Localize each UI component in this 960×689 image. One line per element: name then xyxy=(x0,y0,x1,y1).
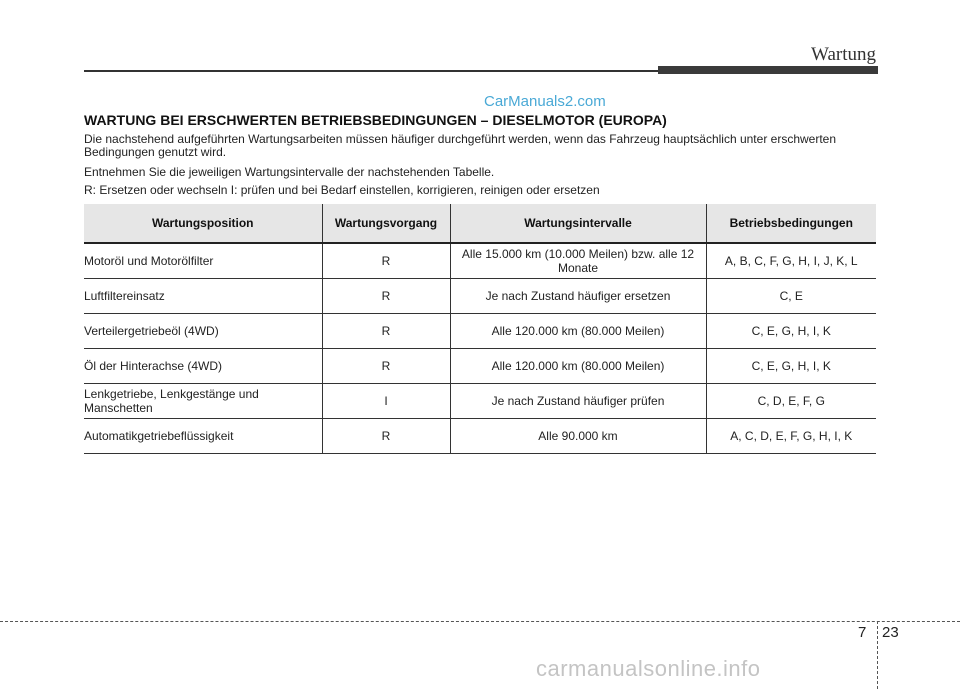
cell-conditions: C, E, G, H, I, K xyxy=(706,349,876,384)
cell-interval: Alle 120.000 km (80.000 Meilen) xyxy=(450,349,706,384)
table-row xyxy=(84,314,876,349)
cell-interval: Je nach Zustand häufiger prüfen xyxy=(450,384,706,419)
cell-interval: Alle 15.000 km (10.000 Meilen) bzw. alle 12 Monate xyxy=(450,243,706,279)
column-header-interval: Wartungsintervalle xyxy=(450,204,706,243)
column-header-operation: Wartungsvorgang xyxy=(322,204,450,243)
footer-divider xyxy=(877,621,878,689)
cell-operation: I xyxy=(322,384,450,419)
cell-position: Öl der Hinterachse (4WD) xyxy=(84,349,322,384)
cell-position: Verteilergetriebeöl (4WD) xyxy=(84,314,322,349)
cell-position: Motoröl und Motorölfilter xyxy=(84,243,322,279)
cell-position: Lenkgetriebe, Lenkgestänge und Manschetten xyxy=(84,384,322,419)
intro-paragraph: Die nachstehend aufgeführten Wartungsarbeiten müssen häufiger durchgeführt werden, wenn das Fahrzeug hauptsächlich unter erschwerten Bedingungen genutzt wird. xyxy=(84,132,837,159)
header-rule xyxy=(84,70,664,72)
table-header-row xyxy=(84,204,876,243)
cell-conditions: C, D, E, F, G xyxy=(706,384,876,419)
column-header-conditions: Betriebsbedingungen xyxy=(706,204,876,243)
maintenance-table xyxy=(84,204,876,454)
legend-text: R: Ersetzen oder wechseln I: prüfen und bei Bedarf einstellen, korrigieren, reinigen oder ersetzen xyxy=(84,183,600,197)
table-row xyxy=(84,419,876,454)
column-header-position: Wartungsposition xyxy=(84,204,322,243)
header-bar xyxy=(658,66,878,74)
cell-position: Luftfiltereinsatz xyxy=(84,279,322,314)
table-row xyxy=(84,384,876,419)
table-row xyxy=(84,279,876,314)
cell-conditions: C, E xyxy=(706,279,876,314)
cell-interval: Je nach Zustand häufiger ersetzen xyxy=(450,279,706,314)
cell-interval: Alle 90.000 km xyxy=(450,419,706,454)
cell-position: Automatikgetriebeflüssigkeit xyxy=(84,419,322,454)
watermark-top: CarManuals2.com xyxy=(484,93,606,110)
section-title: Wartung xyxy=(811,44,876,65)
instruction-text: Entnehmen Sie die jeweiligen Wartungsintervalle der nachstehenden Tabelle. xyxy=(84,165,495,179)
cell-operation: R xyxy=(322,349,450,384)
chapter-number: 7 xyxy=(858,624,867,641)
footer-rule xyxy=(0,621,960,622)
cell-conditions: A, C, D, E, F, G, H, I, K xyxy=(706,419,876,454)
cell-operation: R xyxy=(322,314,450,349)
table-row xyxy=(84,349,876,384)
cell-interval: Alle 120.000 km (80.000 Meilen) xyxy=(450,314,706,349)
cell-operation: R xyxy=(322,243,450,279)
page-number: 23 xyxy=(882,624,899,641)
table-row xyxy=(84,243,876,279)
cell-conditions: C, E, G, H, I, K xyxy=(706,314,876,349)
page-heading: WARTUNG BEI ERSCHWERTEN BETRIEBSBEDINGUNGEN – DIESELMOTOR (EUROPA) xyxy=(84,112,667,128)
cell-operation: R xyxy=(322,279,450,314)
watermark-bottom: carmanualsonline.info xyxy=(536,656,761,681)
cell-operation: R xyxy=(322,419,450,454)
cell-conditions: A, B, C, F, G, H, I, J, K, L xyxy=(706,243,876,279)
